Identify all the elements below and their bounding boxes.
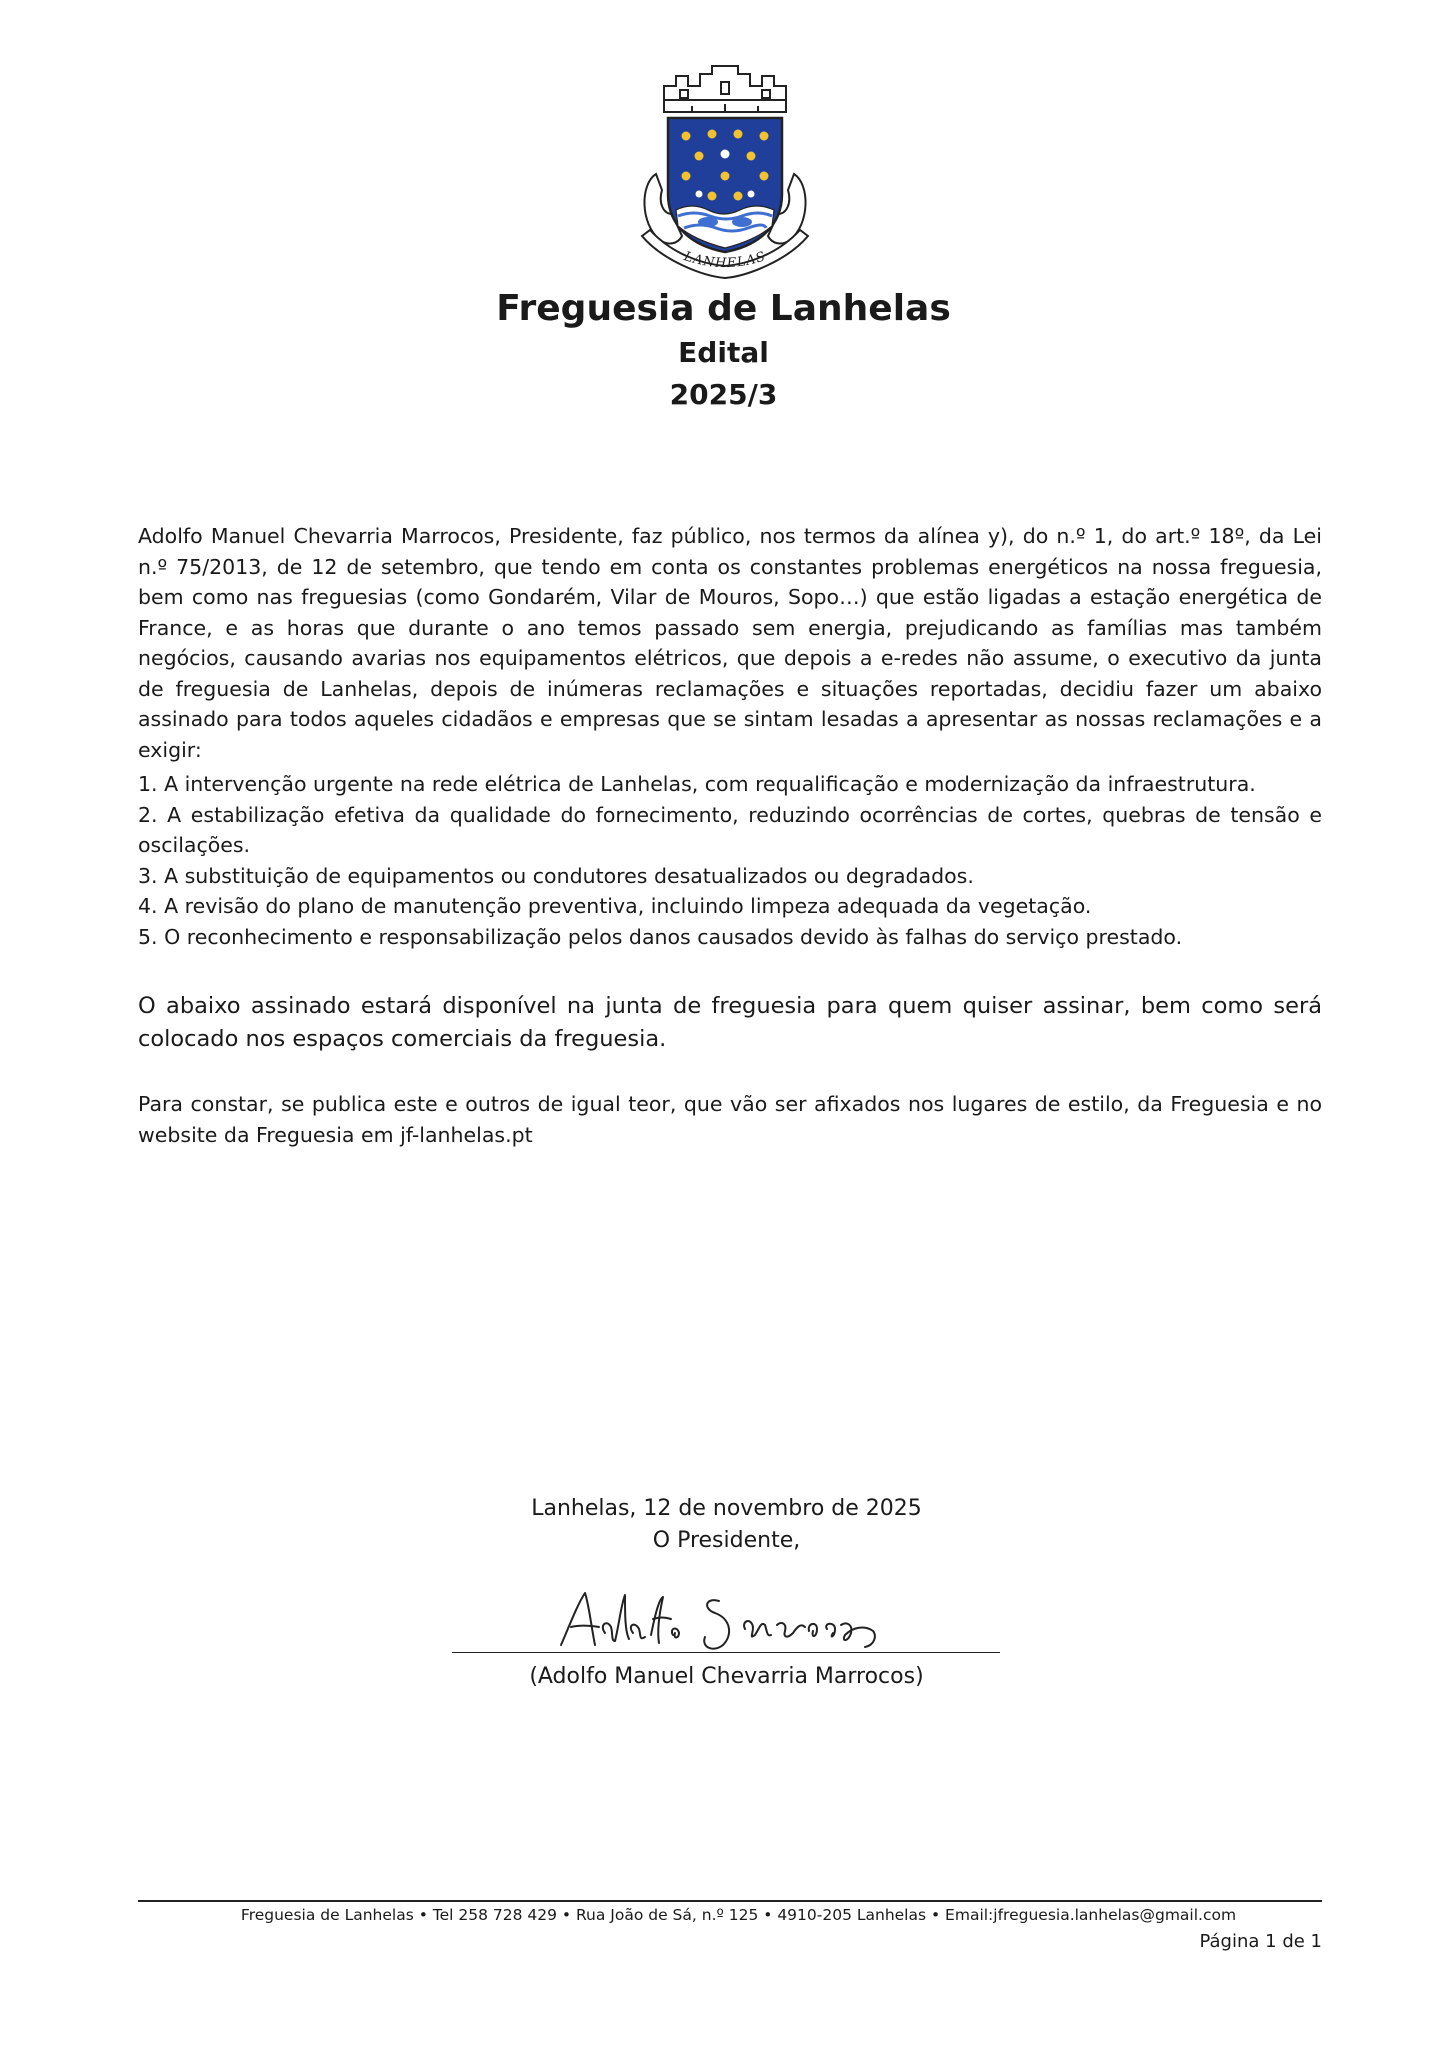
organization-title: Freguesia de Lanhelas (496, 288, 951, 329)
document-type: Edital (678, 336, 769, 369)
lanhelas-coat-of-arms (632, 64, 818, 284)
document-number: 2025/3 (669, 378, 778, 411)
place-date: Lanhelas, 12 de novembro de 2025 (531, 1496, 922, 1521)
demand-item: 2. A estabilização efetiva da qualidade do fornecimento, reduzindo ocorrências de cortes, quebras de tensão e oscilações. (138, 802, 1322, 857)
signer-name: (Adolfo Manuel Chevarria Marrocos) (529, 1664, 924, 1689)
demand-item: 3. A substituição de equipamentos ou condutores desatualizados ou degradados. (138, 863, 974, 888)
signer-title: O Presidente, (652, 1528, 801, 1553)
footer-contact: Freguesia de Lanhelas • Tel 258 728 429 • Rua João de Sá, n.º 125 • 4910-205 Lanhelas • Email:jfreguesia.lanhelas@gmail.com (240, 1906, 1237, 1924)
demand-item: 5. O reconhecimento e responsabilização pelos danos causados devido às falhas do serviço prestado. (138, 924, 1183, 949)
demands-list (138, 769, 1322, 952)
mural-crown-icon (664, 66, 786, 112)
demand-item: 4. A revisão do plano de manutenção preventiva, incluindo limpeza adequada da vegetação. (138, 894, 1092, 918)
closing-paragraph: Para constar, se publica este e outros de igual teor, que vão ser afixados nos lugares de estilo, da Freguesia e no website da Freguesia em jf-lanhelas.pt (138, 1092, 1322, 1147)
availability-paragraph: O abaixo assinado estará disponível na junta de freguesia para quem quiser assinar, bem como será colocado nos espaços comerciais da freguesia. (138, 993, 1322, 1052)
signature-line (452, 1652, 1000, 1653)
crest-motto: LANHELAS (682, 249, 768, 272)
demand-item: 1. A intervenção urgente na rede elétrica de Lanhelas, com requalificação e modernização da infraestrutura. (138, 772, 1256, 796)
intro-paragraph: Adolfo Manuel Chevarria Marrocos, Presidente, faz público, nos termos da alínea y), do n.º 1, do art.º 18º, da Lei n.º 75/2013, de 12 de setembro, que tendo em conta os constantes problemas energéticos na nossa freguesia, bem como nas freguesias (como Gondarém, Vilar de Mouros, Sopo…) que estão ligadas a estação energética de France, e as horas que durante o ano temos passado sem energia, prejudicando as famílias mas também negócios, causando avarias nos equipamentos elétricos, que depois a e-redes não assume, o executivo da junta de freguesia de Lanhelas, depois de inúmeras reclamações e situações reportadas, decidiu fazer um abaixo assinado para todos aqueles cidadãos e empresas que se sintam lesadas a apresentar as nossas reclamações e a exigir: (138, 524, 1322, 762)
footer-divider (138, 1900, 1322, 1902)
page-number: Página 1 de 1 (1199, 1931, 1322, 1952)
